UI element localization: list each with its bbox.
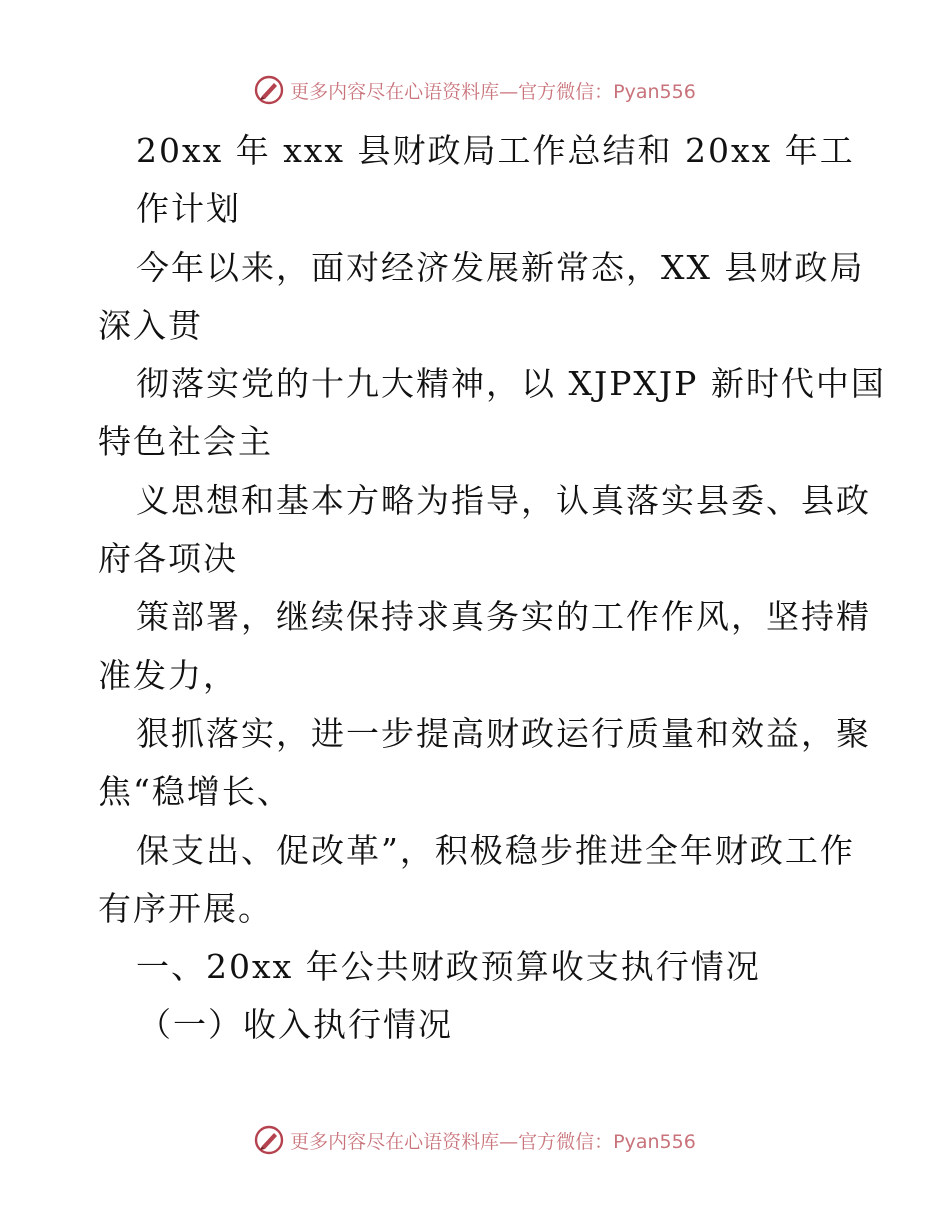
- section-heading: 一、20xx 年公共财政预算收支执行情况: [136, 947, 761, 987]
- paragraph-line: 今年以来，面对经济发展新常态，XX 县财政局: [136, 247, 865, 287]
- title-line-2: 作计划: [136, 189, 241, 229]
- wechat-id: Pyan556: [613, 80, 696, 103]
- red-seal-pen-icon: [254, 75, 284, 105]
- paragraph-line: 策部署，继续保持求真务实的工作作风，坚持精: [136, 597, 871, 637]
- paragraph-line: 保支出、促改革”，积极稳步推进全年财政工作: [136, 830, 855, 870]
- watermark-text: 更多内容尽在心语资料库—官方微信：Pyan556: [290, 80, 696, 103]
- paragraph-line: 准发力，: [98, 655, 238, 695]
- paragraph-line: 有序开展。: [98, 888, 273, 928]
- paragraph-line: 焦“稳增长、: [98, 772, 292, 812]
- header-watermark: [0, 70, 950, 110]
- footer-watermark: [0, 1120, 950, 1160]
- paragraph-line: 义思想和基本方略为指导，认真落实县委、县政: [136, 480, 871, 520]
- subsection-heading: （一）收入执行情况: [138, 1005, 453, 1045]
- paragraph-line: 府各项决: [98, 539, 238, 579]
- paragraph-line: 特色社会主: [98, 422, 273, 462]
- red-seal-pen-icon: [254, 1125, 284, 1155]
- paragraph-line: 狠抓落实，进一步提高财政运行质量和效益，聚: [136, 713, 871, 753]
- wechat-id: Pyan556: [613, 1130, 696, 1153]
- paragraph-line: 深入贯: [98, 305, 203, 345]
- document-body: [98, 122, 886, 1055]
- title-line-1: 20xx 年 xxx 县财政局工作总结和 20xx 年工: [136, 131, 855, 170]
- watermark-text: 更多内容尽在心语资料库—官方微信：Pyan556: [290, 1130, 696, 1153]
- paragraph-line: 彻落实党的十九大精神，以 XJPXJP 新时代中国: [136, 364, 886, 404]
